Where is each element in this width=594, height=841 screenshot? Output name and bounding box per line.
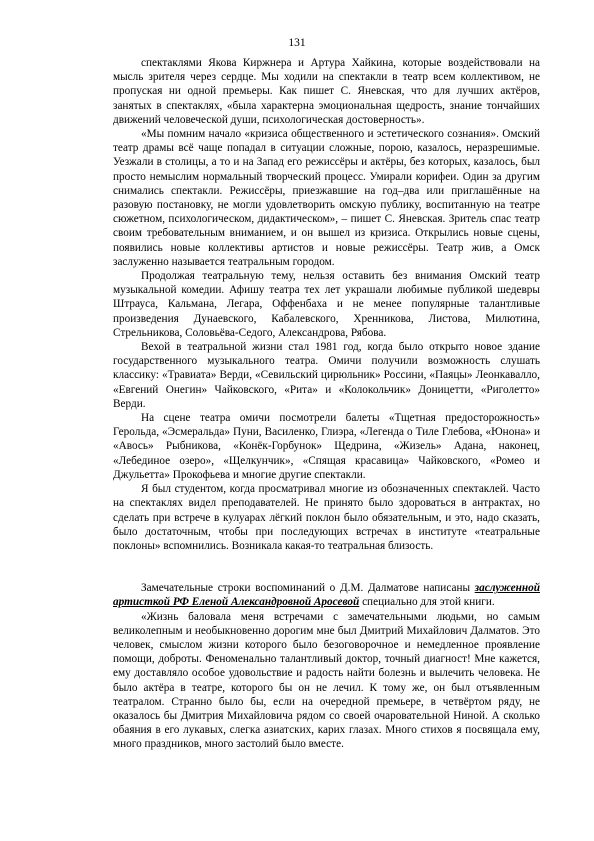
- author-credit: заслуженной артисткой РФ Еленой Александровной Аросевой: [113, 582, 540, 609]
- page-number: 131: [288, 37, 306, 49]
- paragraph: «Мы помним начало «кризиса общественного и эстетического сознания». Омский театр драмы всё чаще попадал в ситуации сложные, порою, казалось, неразрешимые. Уезжали в столицы, а то и на Запад его режиссёры и актёры, без которых, казалось, был просто немыслим нормальный творческий процесс. Умирали корифеи. Один за другим снимались спектакли. Режиссёры, приезжавшие на год–два или приглашённые на разовую постановку, не могли удовлетворить омскую публику, воспитанную на театре сюжетном, психологическом, дидактическом», – пишет С. Яневская. Зритель спас театр своим требовательным вниманием, и он вышел из кризиса. Открылись новые сцены, появились новые коллективы артистов и новые режиссёры. Театр жив, а Омск заслуженно называется театральным городом.: [113, 128, 540, 268]
- intro-text-end: специально для этой книги.: [359, 596, 495, 609]
- intro-paragraph: [113, 581, 540, 609]
- paragraph: Продолжая театральную тему, нельзя оставить без внимания Омский театр музыкальной комедии. Афишу театра тех лет украшали любимые публикой шедевры Штрауса, Кальмана, Легара, Оффенбаха и не менее популярные талантливые произведения Дунаевского, Кабалевского, Хренникова, Листова, Милютина, Стрельникова, Соловьёва-Седого, Александрова, Рябова.: [113, 270, 540, 339]
- paragraph: Я был студентом, когда просматривал многие из обозначенных спектаклей. Часто на спектаклях видел преподавателей. Не принято было здороваться в антрактах, но сделать при встрече в кулуарах лёгкий поклон было обязательным, и это, надо сказать, было достаточным, чтобы при последующих встречах в институте «театральные поклоны» вспомнились. Возникала какая-то театральная близость.: [113, 483, 540, 552]
- body-text: [113, 56, 540, 752]
- paragraph: Вехой в театральной жизни стал 1981 год, когда было открыто новое здание государственного музыкального театра. Омичи получили возможность слушать классику: «Травиата» Верди, «Севильский цирюльник» Россини, «Паяцы» Леонкавалло, «Евгений Онегин» Чайковского, «Рита» и «Колокольчик» Доницетти, «Риголетто» Верди.: [113, 341, 540, 410]
- paragraph: На сцене театра омичи посмотрели балеты «Тщетная предосторожность» Герольда, «Эсмеральда» Пуни, Василенко, Глиэра, «Легенда о Тиле Глебова, «Юнона» и «Авось» Рыбникова, «Конёк-Горбунок» Щедрина, «Жизель» Адана, наконец, «Лебединое озеро», «Щелкунчик», «Спящая красавица» Чайковского, «Ромео и Джульетта» Прокофьева и многие другие спектакли.: [113, 412, 540, 481]
- intro-text: Замечательные строки воспоминаний о Д.М. Далматове написаны: [141, 582, 475, 595]
- quote-paragraph: «Жизнь баловала меня встречами с замечательными людьми, но самым великолепным и необыкновенно дорогим мне был Дмитрий Михайлович Далматов. Это человек, смыслом жизни которого было безоговорочное и немедленное проявление помощи, доброты. Феноменально талантливый доктор, точный диагност! Мне кажется, ему доставляло особое удовольствие и радость найти болезнь и вылечить человека. Не было актёра в театре, которого бы он не лечил. К тому же, он был отъявленным театралом. Странно было бы, если на очередной премьере, в четвёртом ряду, не оказалось бы Дмитрия Михайловича рядом со своей очаровательной Ниной. А сколько обаяния в его лукавых, слегка азиатских, карих глазах. Много стихов я посвящала ему, много праздников, много застолий было вместе.: [113, 610, 540, 751]
- section-gap: [113, 553, 540, 581]
- paragraph: спектаклями Якова Киржнера и Артура Хайкина, которые воздействовали на мысль зрителя через сердце. Мы ходили на спектакли в театр всем коллективом, не пропуская ни одной премьеры. Как пишет С. Яневская, что для лучших актёров, занятых в спектаклях, «была характерна эмоциональная щедрость, знание тончайших движений человеческой души, психологическая достоверность».: [113, 57, 540, 126]
